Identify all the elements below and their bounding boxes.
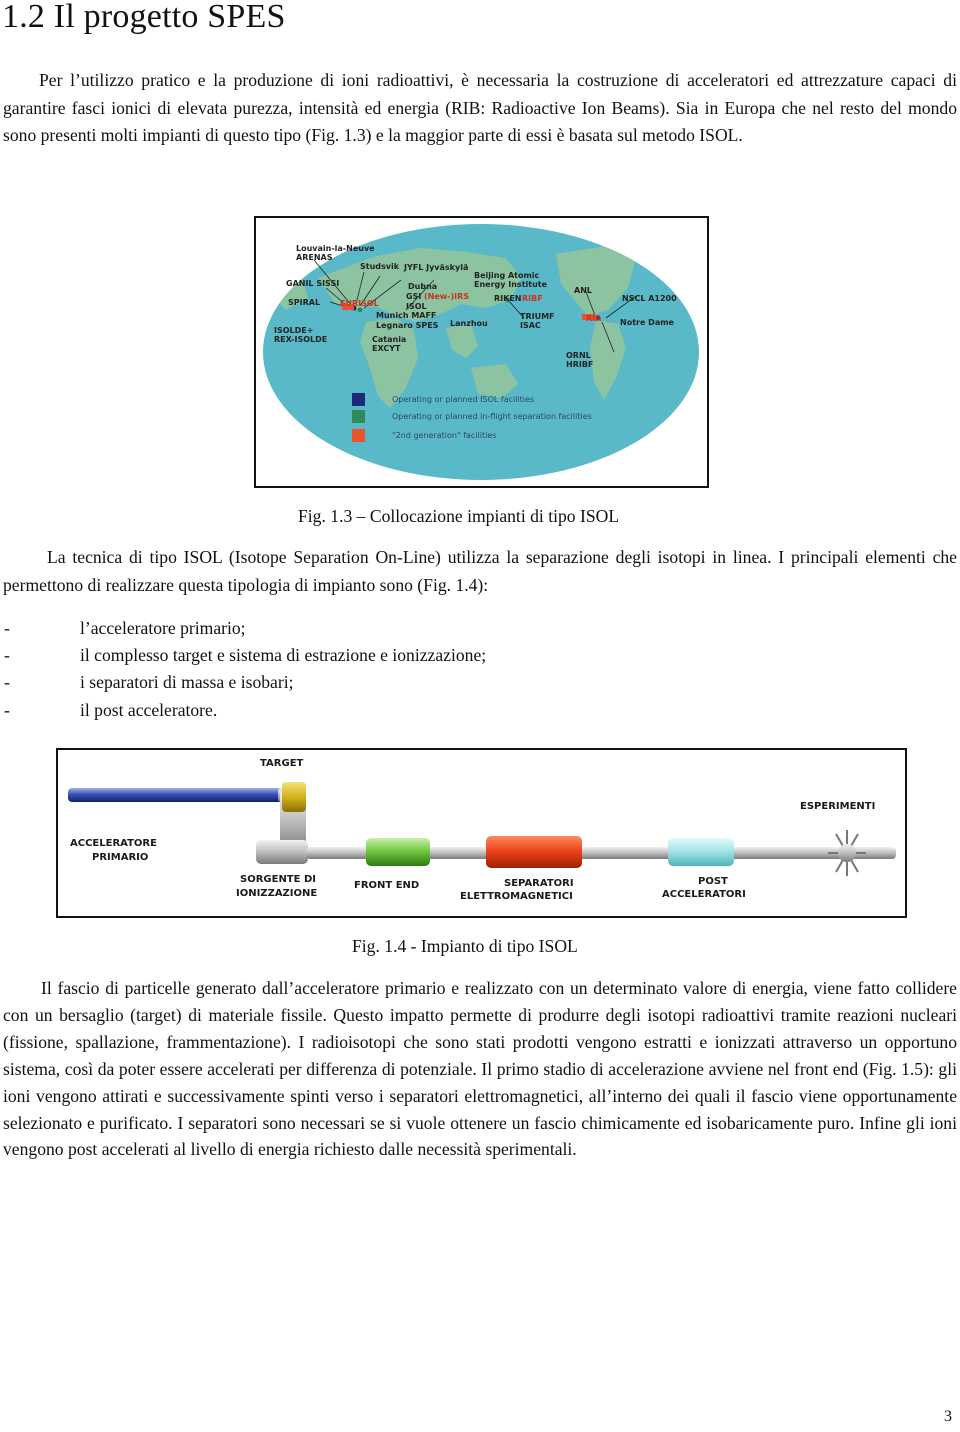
label-studsvik: Studsvik xyxy=(360,262,400,271)
label-excyt: EXCYT xyxy=(372,344,401,353)
label-acc-primario-line2: PRIMARIO xyxy=(92,852,149,863)
list-item xyxy=(0,669,486,696)
list-item-text: l’acceleratore primario; xyxy=(80,618,246,638)
figure-1-4-caption: Fig. 1.4 - Impianto di tipo ISOL xyxy=(352,936,578,956)
legend-label-in-flight: Operating or planned in-flight separation facilities xyxy=(392,412,592,421)
label-notre-dame: Notre Dame xyxy=(620,318,674,327)
label-legnaro: Legnaro SPES xyxy=(376,321,439,330)
label-eurisol: EURISOL xyxy=(340,299,379,308)
label-rex-isolde: REX-ISOLDE xyxy=(274,335,328,344)
list-bullet: - xyxy=(4,618,10,638)
list-item xyxy=(0,697,486,724)
label-target: TARGET xyxy=(260,758,304,769)
label-anl: ANL xyxy=(574,286,592,295)
label-louvain: Louvain-la-Neuve xyxy=(296,244,375,253)
label-ganil: GANIL SISSI xyxy=(286,279,340,288)
isol-facilities-map xyxy=(254,216,709,488)
label-spiral: SPIRAL xyxy=(288,298,321,307)
list-bullet: - xyxy=(4,672,10,693)
ion-source-block xyxy=(256,840,308,864)
list-item-text: il post acceleratore. xyxy=(80,699,218,720)
figure-1-3-caption: Fig. 1.3 – Collocazione impianti di tipo ISOL xyxy=(298,506,620,526)
label-dubna: Dubna xyxy=(408,282,438,291)
label-acc-primario-line1: ACCELERATORE xyxy=(70,838,157,849)
label-ornl: ORNL xyxy=(566,351,591,360)
label-front-end: FRONT END xyxy=(354,880,420,891)
legend-swatch-isol xyxy=(352,393,365,406)
primary-accelerator-beamline xyxy=(68,788,286,802)
label-post-line2: ACCELERATORI xyxy=(662,889,746,900)
label-post-line1: POST xyxy=(698,876,728,887)
label-riken: RIKEN xyxy=(494,294,522,303)
legend-swatch-second-generation xyxy=(352,429,365,442)
legend-label-second-generation: "2nd generation" facilities xyxy=(392,431,497,440)
label-lanzhou: Lanzhou xyxy=(450,319,488,328)
list-item xyxy=(0,642,486,669)
list-bullet: - xyxy=(4,699,10,720)
label-isol: ISOL xyxy=(406,302,427,311)
list-item xyxy=(0,615,486,642)
list-item-text: il complesso target e sistema di estrazione e ionizzazione; xyxy=(80,645,487,666)
label-separatori-line2: ELETTROMAGNETICI xyxy=(460,891,573,902)
intro-paragraph: Per l’utilizzo pratico e la produzione di ioni radioattivi, è necessaria la costruzione di acceleratori ed attrezzature capaci di garantire fasci ionici di elevata purezza, intensità ed energia (RIB: Radioactive Ion Beams). Sia in Europa che nel resto del mondo sono presenti molti impianti di questo tipo (Fig. 1.3) e la maggior parte di essi è basata sul metodo ISOL. xyxy=(3,70,957,145)
label-isac: ISAC xyxy=(520,321,541,330)
legend-label-isol: Operating or planned ISOL facilities xyxy=(392,395,535,404)
list-item-text: i separatori di massa e isobari; xyxy=(80,672,294,693)
legend-swatch-in-flight xyxy=(352,410,365,423)
isol-plant-diagram xyxy=(56,748,907,918)
label-gsi: GSI xyxy=(406,292,422,301)
label-nscl: NSCL A1200 xyxy=(622,294,677,303)
label-munich: Munich MAFF xyxy=(376,311,437,320)
label-triumf: TRIUMF xyxy=(520,312,555,321)
label-separatori-line1: SEPARATORI xyxy=(504,878,574,889)
label-new-irs: (New-)IRS xyxy=(424,292,470,301)
label-sorgente-line1: SORGENTE DI xyxy=(240,874,316,885)
label-esperimenti: ESPERIMENTI xyxy=(800,801,876,812)
page-number: 3 xyxy=(944,1408,952,1425)
separators-block xyxy=(486,836,582,868)
label-ria: RIA xyxy=(586,314,602,323)
label-jyfl: JYFL Jyväskylä xyxy=(404,263,469,272)
isol-paragraph: La tecnica di tipo ISOL (Isotope Separation On-Line) utilizza la separazione degli isotopi in linea. I principali elementi che permettono di realizzare questa tipologia di impianto sono (Fig. 1.4): xyxy=(3,547,957,595)
label-hribf: HRIBF xyxy=(566,360,594,369)
front-end-block xyxy=(366,838,430,866)
target-block xyxy=(282,782,306,812)
list-bullet: - xyxy=(4,645,10,666)
label-beijing: Beijing Atomic xyxy=(474,271,540,280)
label-arenas: ARENAS xyxy=(296,253,333,262)
beam-paragraph: Il fascio di particelle generato dall’acceleratore primario e realizzato con un determinato valore di energia, viene fatto collidere con un bersaglio (target) di materiale fissile. Questo impatto permette di produrre degli isotopi radioattivi tramite reazioni nucleari (fissione, spallazione, frammentazione). I radioisotopi che sono stati prodotti vengono estratti e ionizzati attraverso un opportuno sistema, così da poter essere accelerati per differenza di potenziale. Il primo stadio di accelerazione avviene nel front end (Fig. 1.5): gli ioni vengono attirati e successivamente spinti verso i separatori elettromagnetici, all’interno dei quali il fascio viene opportunamente selezionato e purificato. I separatori sono necessari se si vuole ottenere un fascio chimicamente ed isobaricamente puro. Infine gli ioni vengono post accelerati al livello di energia richiesto dalle necessità sperimentali. xyxy=(3,978,957,1160)
label-catania: Catania xyxy=(372,335,407,344)
post-accelerator-block xyxy=(668,838,734,866)
label-ribf: RIBF xyxy=(522,294,543,303)
label-isolde: ISOLDE+ xyxy=(274,326,314,335)
experiments-hub xyxy=(838,844,856,862)
label-sorgente-line2: IONIZZAZIONE xyxy=(236,888,318,899)
components-list xyxy=(0,615,486,724)
section-heading: 1.2 Il progetto SPES xyxy=(2,0,286,35)
label-energy-institute: Energy Institute xyxy=(474,280,548,289)
